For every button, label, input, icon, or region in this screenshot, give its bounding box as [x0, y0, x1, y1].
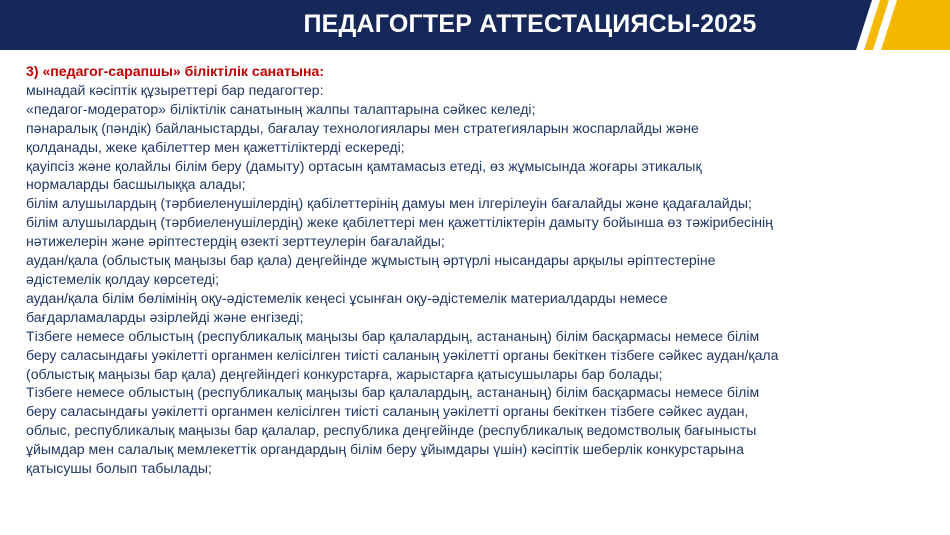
text-line: беру саласындағы уәкілетті органмен келісілген тиісті саланың уәкілетті органы бекіткен тізбеге сәйкес аудан/қала: [26, 346, 779, 363]
text-line: қолданады, жеке қабілеттер мен қажеттіліктерді ескереді;: [26, 138, 405, 155]
text-line: нормаларды басшылыққа алады;: [26, 176, 246, 193]
text-line: (облыстық маңызы бар қала) деңгейіндегі конкурстарға, жарыстарға қатысушылары бар болады;: [26, 365, 663, 382]
text-line: беру саласындағы уәкілетті органмен келісілген тиісті саланың уәкілетті органы бекіткен тізбеге сәйкес аудан,: [26, 403, 749, 420]
text-line: қауіпсіз және қолайлы білім беру (дамыту) ортасын қамтамасыз етеді, өз жұмысында жоғары этикалық: [26, 157, 702, 174]
text-line: «педагог-модератор» біліктілік санатының жалпы талаптарына сәйкес келеді;: [26, 100, 536, 117]
text-line: білім алушылардың (тәрбиеленушілердің) қабілеттерінің дамуы мен ілгерілеуін бағалайды және қадағалайды;: [26, 195, 752, 212]
section-heading: 3) «педагог-сарапшы» біліктілік санатына:: [26, 63, 325, 79]
text-line: пәнаралық (пәндік) байланыстарды, бағалау технологиялары мен стратегияларын жоспарлайды және: [26, 119, 699, 136]
text-line: аудан/қала (облыстық маңызы бар қала) деңгейінде жұмыстың әртүрлі нысандары арқылы әріптестеріне: [26, 252, 716, 269]
text-line: ұйымдар мен салалық мемлекеттік органдардың білім беру ұйымдары үшін) кәсіптік шеберлік конкурстарына: [26, 441, 744, 458]
banner-accent-block: [881, 0, 950, 50]
text-line: бағдарламаларды әзірлейді және енгізеді;: [26, 308, 304, 325]
document-body: [26, 62, 926, 478]
text-line: аудан/қала білім бөлімінің оқу-әдістемелік кеңесі ұсынған оқу-әдістемелік материалдарды немесе: [26, 289, 668, 306]
page-title: ПЕДАГОГТЕР АТТЕСТАЦИЯСЫ-2025: [303, 10, 757, 38]
header-banner: [0, 0, 950, 50]
text-line: облыс, республикалық маңызы бар қалалар, республика деңгейінде (республикалық ведомстволық бағыныcты: [26, 422, 757, 439]
text-line: Тізбеге немесе облыстың (республикалық маңызы бар қалалардың, астананың) білім басқармасы немесе білім: [26, 384, 760, 401]
text-line: қатысушы болып табылады;: [26, 460, 212, 477]
text-line: Тізбеге немесе облыстың (республикалық маңызы бар қалалардың, астананың) білім басқармасы немесе білім: [26, 327, 760, 344]
text-line: әдістемелік қолдау көрсетеді;: [26, 270, 220, 287]
text-line: мынадай кәсіптік құзыреттері бар педагогтер:: [26, 81, 324, 98]
text-line: нәтижелерін және әріптестердің өзекті зерттеулерін бағалайды;: [26, 233, 445, 250]
paragraph-lines: [26, 81, 926, 478]
text-line: білім алушылардың (тәрбиеленушілердің) жеке қабілеттері мен қажеттіліктерін дамыту бойынша өз тәжірибесінің: [26, 214, 773, 231]
